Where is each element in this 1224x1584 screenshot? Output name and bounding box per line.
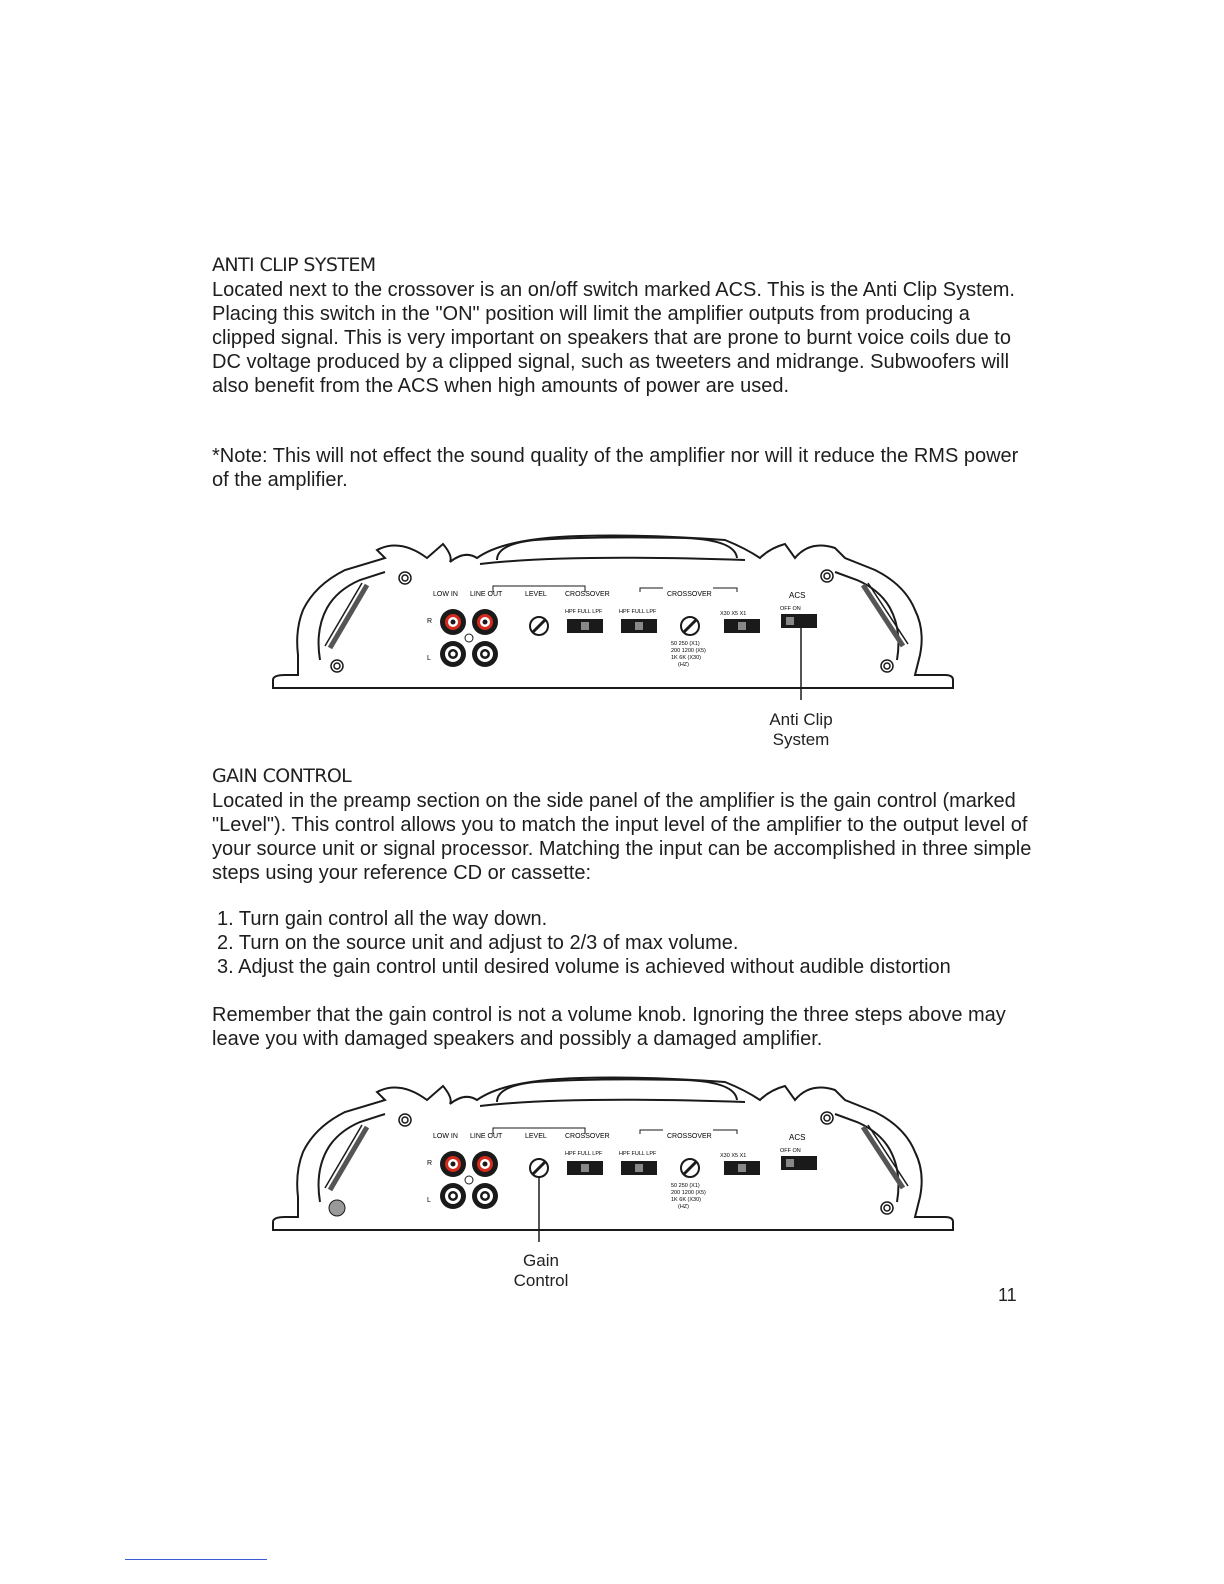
low-in-label: LOW IN (433, 591, 458, 598)
anti-clip-heading: ANTI CLIP SYSTEM (212, 254, 376, 276)
freq-row-2: 200 1200 (X5) (671, 648, 706, 654)
acs-label: ACS (789, 1133, 806, 1142)
crossover-knob (681, 617, 699, 635)
crossover-label-2: CROSSOVER (667, 591, 712, 598)
low-in-label: LOW IN (433, 1133, 458, 1140)
list-item: 3. Adjust the gain control until desired volume is achieved without audible distortion (217, 956, 951, 978)
amplifier-outline (273, 1078, 953, 1231)
level-label: LEVEL (525, 591, 547, 598)
off-on-label: OFF ON (780, 1148, 801, 1154)
anti-clip-body: Located next to the crossover is an on/off switch marked ACS. This is the Anti Clip System. Placing this switch in the "ON" position will limit the amplifier outputs from producing a clipped signal. This is very important on speakers that are prone to burnt voice coils due to DC voltage produced by a clipped signal, such as tweeters and midrange. Subwoofers will also benefit from the ACS when high amounts of power are used. (212, 279, 1015, 397)
crossover-label-2: CROSSOVER (667, 1133, 712, 1140)
freq-unit: (HZ) (678, 1204, 689, 1210)
rca-jacks (440, 1151, 498, 1209)
level-knob (530, 1159, 548, 1177)
crossover-label: CROSSOVER (565, 591, 610, 598)
gain-control-callout: Gain Control (513, 1251, 569, 1290)
amplifier-panel-diagram-acs (265, 530, 965, 700)
freq-row-1: 50 250 (X1) (671, 1183, 700, 1189)
hpf-full-lpf-label-2: HPF FULL LPF (619, 1151, 657, 1157)
freq-row-3: 1K 6K (X30) (671, 1197, 701, 1203)
rca-jacks (440, 609, 498, 667)
list-item: 2. Turn on the source unit and adjust to 2/3 of max volume. (217, 932, 739, 954)
off-on-label: OFF ON (780, 606, 801, 612)
multiplier-label: X30 X5 X1 (720, 1153, 747, 1159)
page-number: 11 (998, 1285, 1017, 1305)
crossover-knob (681, 1159, 699, 1177)
multiplier-label: X30 X5 X1 (720, 611, 747, 617)
freq-row-1: 50 250 (X1) (671, 641, 700, 647)
list-item: 1. Turn gain control all the way down. (217, 908, 548, 930)
gain-control-heading: GAIN CONTROL (212, 765, 352, 787)
hpf-full-lpf-label: HPF FULL LPF (565, 609, 603, 615)
amplifier-outline (273, 536, 953, 689)
freq-unit: (HZ) (678, 662, 689, 668)
anti-clip-note: *Note: This will not effect the sound quality of the amplifier nor will it reduce the RMS power of the amplifier. (212, 445, 1019, 491)
l-label: L (427, 655, 431, 662)
amplifier-panel-diagram-gain (265, 1072, 965, 1242)
acs-label: ACS (789, 591, 806, 600)
freq-row-3: 1K 6K (X30) (671, 655, 701, 661)
gain-warning: Remember that the gain control is not a volume knob. Ignoring the three steps above may leave you with damaged speakers and possibly a damaged amplifier. (212, 1004, 1006, 1050)
line-out-label: LINE OUT (470, 591, 503, 598)
l-label: L (427, 1197, 431, 1204)
hpf-full-lpf-label: HPF FULL LPF (565, 1151, 603, 1157)
gain-steps-list (217, 907, 1037, 979)
line-out-label: LINE OUT (470, 1133, 503, 1140)
freq-row-2: 200 1200 (X5) (671, 1190, 706, 1196)
anti-clip-callout: Anti Clip System (769, 710, 833, 749)
r-label: R (427, 618, 433, 625)
crossover-label: CROSSOVER (565, 1133, 610, 1140)
level-knob (530, 617, 548, 635)
level-label: LEVEL (525, 1133, 547, 1140)
gain-control-body: Located in the preamp section on the side panel of the amplifier is the gain control (marked "Level"). This control allows you to match the input level of the amplifier to the output level of your source unit or signal processor. Matching the input can be accomplished in three simple steps using your reference CD or cassette: (212, 790, 1032, 884)
r-label: R (427, 1160, 433, 1167)
footer-rule (125, 1559, 267, 1560)
hpf-full-lpf-label-2: HPF FULL LPF (619, 609, 657, 615)
